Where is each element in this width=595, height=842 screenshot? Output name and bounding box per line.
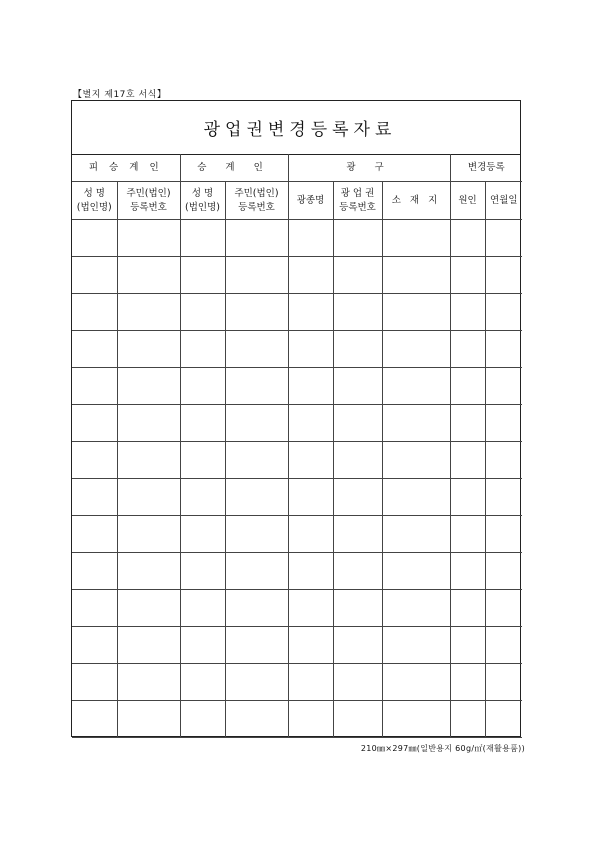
header-change-registration-text: 변경등록: [467, 161, 505, 173]
table-row: [72, 590, 522, 627]
table-cell[interactable]: [180, 405, 225, 442]
header-regno-from-line2: 등록번호: [130, 201, 167, 213]
table-row: [72, 516, 522, 553]
table-row: [72, 701, 522, 738]
table-cell[interactable]: [117, 257, 180, 294]
table-cell[interactable]: [333, 664, 382, 701]
table-cell[interactable]: [225, 294, 288, 331]
header-name-from-line1: 성 명: [83, 187, 105, 199]
table-cell[interactable]: [450, 368, 485, 405]
table-cell[interactable]: [117, 405, 180, 442]
table-cell[interactable]: [333, 405, 382, 442]
table-cell[interactable]: [117, 368, 180, 405]
header-mine: [288, 154, 450, 182]
table-cell[interactable]: [333, 479, 382, 516]
table-row: [72, 220, 522, 257]
table-cell[interactable]: [288, 442, 333, 479]
table-cell[interactable]: [180, 257, 225, 294]
header-mining-right-line2: 등록번호: [339, 201, 376, 213]
table-cell[interactable]: [450, 294, 485, 331]
table-row: [72, 331, 522, 368]
group-header-row: [72, 154, 522, 182]
table-cell[interactable]: [382, 627, 450, 664]
table-cell[interactable]: [72, 627, 117, 664]
table-cell[interactable]: [382, 664, 450, 701]
table-cell[interactable]: [485, 294, 522, 331]
header-name-to-line1: 성 명: [191, 187, 214, 199]
table-cell[interactable]: [225, 516, 288, 553]
table-cell[interactable]: [450, 405, 485, 442]
table-cell[interactable]: [382, 220, 450, 257]
table-cell[interactable]: [485, 701, 522, 738]
table-cell[interactable]: [450, 257, 485, 294]
table-cell[interactable]: [225, 368, 288, 405]
table-cell[interactable]: [117, 664, 180, 701]
table-cell[interactable]: [225, 627, 288, 664]
table-cell[interactable]: [450, 627, 485, 664]
header-mine-text: 광 구: [346, 161, 392, 173]
table-row: [72, 294, 522, 331]
table-cell[interactable]: [288, 479, 333, 516]
table-cell[interactable]: [288, 257, 333, 294]
form-title: 광업권변경등록자료: [203, 120, 397, 140]
table-cell[interactable]: [225, 405, 288, 442]
table-cell[interactable]: [288, 405, 333, 442]
form-frame: [71, 100, 521, 737]
header-mineral: [288, 182, 333, 220]
table-cell[interactable]: [450, 516, 485, 553]
table-cell[interactable]: [225, 590, 288, 627]
table-cell[interactable]: [382, 405, 450, 442]
table-cell[interactable]: [225, 220, 288, 257]
paper-size-note: 210㎜×297㎜(일반용지 60g/㎡(재활용품)): [360, 744, 525, 753]
table-cell[interactable]: [450, 479, 485, 516]
table-cell[interactable]: [382, 701, 450, 738]
table-cell[interactable]: [72, 479, 117, 516]
table-cell[interactable]: [225, 701, 288, 738]
table-cell[interactable]: [117, 220, 180, 257]
table-cell[interactable]: [333, 701, 382, 738]
table-cell[interactable]: [382, 294, 450, 331]
header-regno-to: [225, 182, 288, 220]
header-name-to: [180, 182, 225, 220]
table-cell[interactable]: [288, 516, 333, 553]
table-cell[interactable]: [382, 368, 450, 405]
table-cell[interactable]: [288, 331, 333, 368]
table-cell[interactable]: [333, 516, 382, 553]
table-cell[interactable]: [117, 516, 180, 553]
table-cell[interactable]: [180, 294, 225, 331]
table-cell[interactable]: [288, 368, 333, 405]
header-name-to-line2: (법인명): [185, 201, 220, 213]
table-cell[interactable]: [485, 627, 522, 664]
table-cell[interactable]: [180, 220, 225, 257]
table-row: [72, 405, 522, 442]
table-row: [72, 479, 522, 516]
table-cell[interactable]: [450, 664, 485, 701]
table-row: [72, 257, 522, 294]
table-cell[interactable]: [225, 442, 288, 479]
table-cell[interactable]: [225, 331, 288, 368]
table-cell[interactable]: [117, 442, 180, 479]
sub-header-row: [72, 182, 522, 220]
table-cell[interactable]: [72, 220, 117, 257]
table-cell[interactable]: [288, 627, 333, 664]
table-cell[interactable]: [72, 701, 117, 738]
table-cell[interactable]: [450, 442, 485, 479]
table-cell[interactable]: [72, 516, 117, 553]
table-cell[interactable]: [180, 553, 225, 590]
header-from-party-text: 피 승 계 인: [88, 161, 163, 173]
table-cell[interactable]: [180, 590, 225, 627]
table-cell[interactable]: [333, 627, 382, 664]
header-cause: [450, 182, 485, 220]
table-cell[interactable]: [180, 331, 225, 368]
table-cell[interactable]: [485, 516, 522, 553]
header-location-text: 소 재 지: [391, 194, 441, 206]
table-cell[interactable]: [382, 257, 450, 294]
header-regno-to-line1: 주민(법인): [234, 187, 279, 199]
table-cell[interactable]: [333, 590, 382, 627]
table-cell[interactable]: [117, 479, 180, 516]
table-cell[interactable]: [450, 701, 485, 738]
table-cell[interactable]: [485, 590, 522, 627]
header-from-party: [72, 154, 180, 182]
table-cell[interactable]: [117, 331, 180, 368]
table-cell[interactable]: [72, 590, 117, 627]
table-cell[interactable]: [333, 331, 382, 368]
table-cell[interactable]: [225, 553, 288, 590]
table-cell[interactable]: [72, 331, 117, 368]
header-change-registration: [450, 154, 522, 182]
table-cell[interactable]: [225, 257, 288, 294]
table-cell[interactable]: [288, 701, 333, 738]
table-cell[interactable]: [180, 479, 225, 516]
header-mining-right-line1: 광 업 권: [340, 187, 375, 199]
table-row: [72, 627, 522, 664]
table-cell[interactable]: [450, 220, 485, 257]
table-cell[interactable]: [72, 405, 117, 442]
header-mining-right-no: [333, 182, 382, 220]
table-cell[interactable]: [288, 220, 333, 257]
table-cell[interactable]: [333, 257, 382, 294]
header-regno-to-line2: 등록번호: [238, 201, 275, 213]
table-cell[interactable]: [72, 368, 117, 405]
table-cell[interactable]: [117, 294, 180, 331]
table-cell[interactable]: [72, 442, 117, 479]
table-cell[interactable]: [485, 405, 522, 442]
table-cell[interactable]: [180, 701, 225, 738]
header-date-text: 연월일: [490, 194, 518, 206]
table-cell[interactable]: [288, 590, 333, 627]
table-cell[interactable]: [180, 664, 225, 701]
table-cell[interactable]: [72, 664, 117, 701]
table-cell[interactable]: [382, 479, 450, 516]
header-cause-text: 원인: [458, 194, 477, 206]
table-cell[interactable]: [333, 553, 382, 590]
table-cell[interactable]: [288, 553, 333, 590]
table-cell[interactable]: [117, 701, 180, 738]
table-cell[interactable]: [450, 331, 485, 368]
table-cell[interactable]: [485, 479, 522, 516]
table-cell[interactable]: [72, 553, 117, 590]
table-cell[interactable]: [382, 553, 450, 590]
header-location: [382, 182, 450, 220]
table-cell[interactable]: [382, 331, 450, 368]
header-to-party: [180, 154, 288, 182]
table-cell[interactable]: [485, 664, 522, 701]
table-cell[interactable]: [485, 442, 522, 479]
table-row: [72, 442, 522, 479]
table-cell[interactable]: [333, 368, 382, 405]
table-row: [72, 368, 522, 405]
table-cell[interactable]: [333, 442, 382, 479]
table-cell[interactable]: [382, 442, 450, 479]
table-cell[interactable]: [180, 368, 225, 405]
table-cell[interactable]: [485, 553, 522, 590]
table-cell[interactable]: [288, 294, 333, 331]
table-cell[interactable]: [450, 590, 485, 627]
table-cell[interactable]: [225, 664, 288, 701]
table-cell[interactable]: [180, 627, 225, 664]
table-cell[interactable]: [180, 516, 225, 553]
table-cell[interactable]: [485, 368, 522, 405]
table-cell[interactable]: [382, 590, 450, 627]
header-name-from: [72, 182, 117, 220]
title-area: [72, 101, 520, 155]
table-cell[interactable]: [117, 590, 180, 627]
header-mineral-text: 광종명: [296, 194, 325, 206]
header-date: [485, 182, 522, 220]
table-cell[interactable]: [72, 257, 117, 294]
form-number-label: 【별지 제17호 서식】: [73, 90, 167, 100]
table-cell[interactable]: [117, 627, 180, 664]
table-row: [72, 553, 522, 590]
registration-table: [72, 154, 522, 738]
header-name-from-line2: (법인명): [76, 201, 112, 213]
table-cell[interactable]: [382, 516, 450, 553]
table-row: [72, 664, 522, 701]
table-cell[interactable]: [485, 331, 522, 368]
table-cell[interactable]: [117, 553, 180, 590]
header-regno-from-line1: 주민(법인): [126, 187, 171, 199]
header-to-party-text: 승 계 인: [197, 161, 271, 173]
table-cell[interactable]: [333, 294, 382, 331]
header-regno-from: [117, 182, 180, 220]
table-cell[interactable]: [225, 479, 288, 516]
table-cell[interactable]: [450, 553, 485, 590]
table-cell[interactable]: [180, 442, 225, 479]
table-cell[interactable]: [333, 220, 382, 257]
table-cell[interactable]: [288, 664, 333, 701]
table-cell[interactable]: [485, 257, 522, 294]
table-cell[interactable]: [485, 220, 522, 257]
table-cell[interactable]: [72, 294, 117, 331]
